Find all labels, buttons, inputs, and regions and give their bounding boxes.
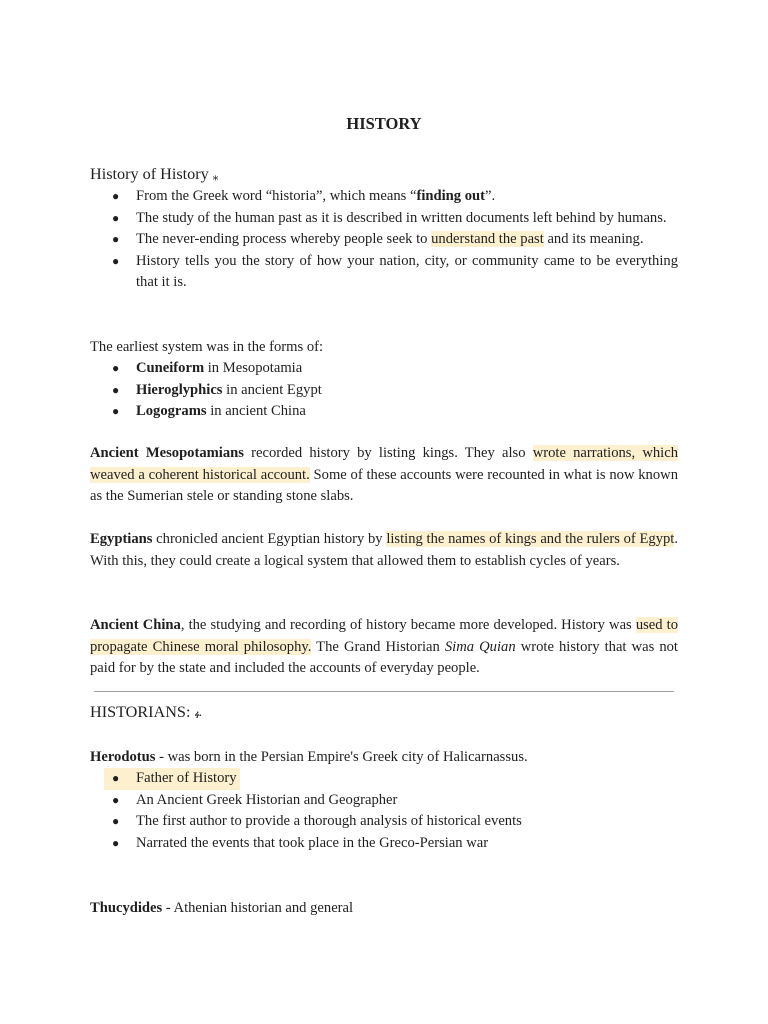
list-item	[90, 251, 678, 294]
paragraph-text: wrote history that was not paid for by the state and included the accounts of everyday people.	[90, 638, 678, 677]
paragraph-bold-text: Ancient Mesopotamians	[90, 445, 244, 461]
bullet-bold-text: Logograms	[136, 403, 207, 420]
bullet-icon: ●	[112, 404, 120, 419]
bullet-bold-text: finding out	[416, 188, 485, 204]
paragraph-bold-text: Ancient China	[90, 617, 181, 633]
history-of-history-heading-text: History of History	[90, 165, 209, 183]
list-item	[90, 380, 678, 402]
bullet-icon: ●	[112, 253, 120, 268]
bullet-text: The never-ending process whereby people seek to	[136, 231, 432, 248]
list-item	[90, 811, 678, 833]
bullet-bold-text: Hieroglyphics	[136, 381, 223, 398]
thucydides-intro	[90, 898, 678, 920]
list-item	[90, 790, 678, 812]
glyph-icon: ፉ	[194, 709, 202, 721]
bullet-text: ”.	[485, 188, 496, 204]
list-item	[90, 768, 678, 790]
paragraph-bold-text: Egyptians	[90, 531, 153, 547]
writing-systems-list	[90, 358, 678, 423]
bullet-text: The study of the human past as it is described in written documents left behind by humans.	[136, 209, 667, 226]
paragraph-text: . With this, they could create a logical system that allowed them to establish cycles of years.	[90, 531, 678, 569]
egypt-paragraph	[90, 529, 678, 572]
paragraph-text: Some of these accounts were recounted in what is now known as the Sumerian stele or standing stone slabs.	[90, 466, 678, 505]
history-definition-list	[90, 186, 678, 294]
herodotus-facts-list	[90, 768, 678, 854]
bullet-icon: ●	[112, 835, 120, 850]
paragraph-text: , the studying and recording of history became more developed. History was	[180, 617, 636, 633]
paragraph-text: chronicled ancient Egyptian history by	[152, 531, 387, 547]
bullet-text: An Ancient Greek Historian and Geographer	[136, 791, 398, 808]
bullet-text: and its meaning.	[543, 231, 644, 248]
bullet-icon: ●	[112, 771, 120, 785]
list-item	[90, 208, 678, 230]
bullet-text: in ancient China	[206, 403, 306, 420]
highlighted-text: listing the names of kings and the rulers of Egypt	[386, 531, 675, 547]
historian-description: - was born in the Persian Empire's Greek city of Halicarnassus.	[155, 749, 528, 765]
paragraph-italic-text: Sima Quian	[444, 638, 516, 655]
bullet-icon: ●	[112, 814, 120, 829]
bullet-text: From the Greek word “historia”, which means “	[136, 188, 417, 204]
list-item	[90, 229, 678, 251]
highlighted-text: used to propagate Chinese moral philosophy.	[90, 617, 678, 655]
historian-name: Thucydides	[90, 900, 163, 916]
history-of-history-heading	[90, 163, 218, 187]
bullet-text: Father of History	[136, 770, 237, 786]
bullet-icon: ●	[112, 792, 120, 807]
paragraph-text: recorded history by listing kings. They also	[243, 445, 533, 461]
historian-name: Herodotus	[90, 749, 156, 765]
earliest-system-intro: The earliest system was in the forms of:	[90, 339, 324, 355]
bullet-icon: ●	[112, 361, 120, 375]
bullet-bold-text: Cuneiform	[136, 360, 205, 376]
list-item	[90, 401, 678, 423]
asterism-icon: ⁎	[212, 171, 219, 183]
bullet-icon: ●	[112, 210, 120, 225]
bullet-text: Narrated the events that took place in the Greco-Persian war	[136, 834, 489, 851]
list-item	[90, 358, 678, 380]
bullet-text: in Mesopotamia	[204, 360, 303, 376]
bullet-text: in ancient Egypt	[222, 381, 322, 398]
horizontal-divider	[94, 691, 674, 692]
bullet-icon: ●	[112, 232, 120, 247]
list-item	[90, 186, 678, 208]
highlighted-text: understand the past	[431, 231, 544, 248]
historian-description: - Athenian historian and general	[162, 900, 354, 916]
mesopotamia-paragraph	[90, 443, 678, 508]
bullet-icon: ●	[112, 382, 120, 397]
herodotus-intro	[90, 747, 678, 769]
historians-heading	[90, 701, 202, 725]
bullet-text: The first author to provide a thorough analysis of historical events	[136, 813, 522, 830]
historians-heading-text: HISTORIANS:	[90, 703, 191, 721]
china-paragraph	[90, 615, 678, 680]
document-title: HISTORY	[346, 114, 422, 133]
highlighted-text: wrote narrations, which weaved a coherent historical account.	[90, 445, 678, 483]
bullet-icon: ●	[112, 189, 120, 203]
paragraph-text: The Grand Historian	[311, 638, 445, 655]
bullet-text: History tells you the story of how your nation, city, or community came to be everything that it is.	[136, 252, 678, 291]
list-item	[90, 833, 678, 855]
